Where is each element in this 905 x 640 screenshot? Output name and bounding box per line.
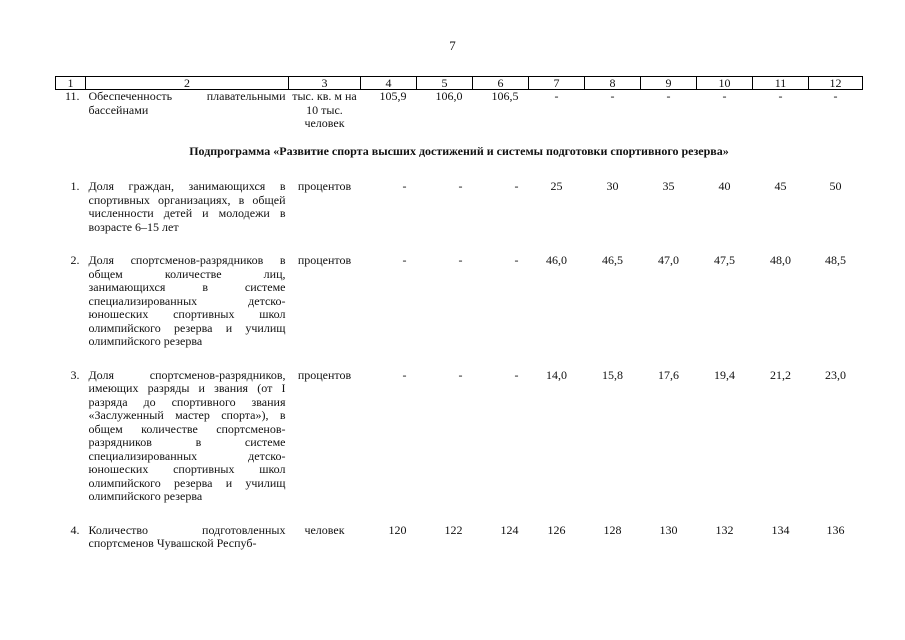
value-cell: 48,5 bbox=[825, 253, 846, 267]
value-cell: 25 bbox=[550, 179, 563, 193]
indicators-table bbox=[55, 76, 863, 551]
value-cell: - bbox=[458, 179, 463, 193]
value-cell: - bbox=[402, 179, 407, 193]
indicator-unit: процентов bbox=[297, 367, 352, 382]
indicator-unit: процентов bbox=[297, 179, 352, 193]
value-cell: 19,4 bbox=[714, 367, 735, 382]
value-cell: 14,0 bbox=[546, 367, 567, 382]
value-cell: 47,0 bbox=[658, 253, 679, 267]
value-cell: 17,6 bbox=[658, 367, 679, 382]
value-cell: 106,0 bbox=[435, 89, 463, 103]
value-cell: - bbox=[778, 89, 783, 103]
value-cell: 15,8 bbox=[602, 367, 623, 382]
value-cell: 35 bbox=[662, 179, 675, 193]
value-cell: 21,2 bbox=[770, 367, 791, 382]
header-cell: 10 bbox=[697, 77, 753, 90]
indicator-name: Доля спортсменов-разрядников, имеющих разряды и звания (от I разряда до спортивного звания «Заслуженный мастер спорта»), в общем количестве спортсменов-разрядников в системе специализированных детско-юношеских спортивных школ олимпийского резерва и училищ олимпийского резерва bbox=[88, 367, 286, 503]
value-cell: 120 bbox=[388, 522, 407, 537]
page-number: 7 bbox=[449, 38, 456, 53]
value-cell: 126 bbox=[547, 522, 566, 537]
value-cell: - bbox=[402, 253, 407, 267]
value-cell: 134 bbox=[771, 522, 790, 537]
value-cell: 132 bbox=[715, 522, 734, 537]
header-cell: 7 bbox=[529, 77, 585, 90]
value-cell: - bbox=[833, 89, 838, 103]
value-cell: 128 bbox=[603, 522, 622, 537]
value-cell: - bbox=[610, 89, 615, 103]
value-cell: - bbox=[666, 89, 671, 103]
header-cell: 9 bbox=[641, 77, 697, 90]
row-number: 4. bbox=[70, 522, 80, 537]
row-number: 11. bbox=[64, 89, 80, 103]
value-cell: 45 bbox=[774, 179, 787, 193]
header-cell: 4 bbox=[361, 77, 417, 90]
header-cell: 5 bbox=[417, 77, 473, 90]
subprogram-row bbox=[56, 131, 863, 181]
value-cell: 50 bbox=[829, 179, 842, 193]
header-cell: 11 bbox=[753, 77, 809, 90]
row-number: 2. bbox=[70, 253, 80, 267]
header-cell: 6 bbox=[473, 77, 529, 90]
header-cell: 8 bbox=[585, 77, 641, 90]
header-row bbox=[56, 77, 863, 90]
subprogram-title: Подпрограмма «Развитие спорта высших достижений и системы подготовки спортивного резерва» bbox=[189, 143, 729, 158]
indicator-unit: процентов bbox=[297, 253, 352, 267]
header-cell: 3 bbox=[289, 77, 361, 90]
header-cell: 1 bbox=[56, 77, 86, 90]
row-number: 3. bbox=[70, 367, 80, 382]
header-cell: 12 bbox=[809, 77, 863, 90]
value-cell: 23,0 bbox=[825, 367, 846, 382]
value-cell: 46,5 bbox=[602, 253, 623, 267]
value-cell: 130 bbox=[659, 522, 678, 537]
value-cell: - bbox=[514, 367, 519, 382]
value-cell: 48,0 bbox=[770, 253, 791, 267]
value-cell: - bbox=[402, 367, 407, 382]
value-cell: 122 bbox=[444, 522, 463, 537]
value-cell: 105,9 bbox=[379, 89, 407, 103]
table-row bbox=[56, 524, 863, 551]
indicator-unit: человек bbox=[304, 522, 345, 537]
value-cell: - bbox=[458, 367, 463, 382]
table-row bbox=[56, 90, 863, 131]
row-number: 1. bbox=[70, 179, 80, 193]
indicator-name: Количество подготовленных спортсменов Чувашской Респуб- bbox=[88, 522, 286, 550]
value-cell: 106,5 bbox=[491, 89, 519, 103]
table-row bbox=[56, 254, 863, 369]
value-cell: 124 bbox=[500, 522, 519, 537]
value-cell: 46,0 bbox=[546, 253, 567, 267]
value-cell: 40 bbox=[718, 179, 731, 193]
indicator-name: Доля спортсменов-разрядников в общем количестве лиц, занимающихся в системе специализированных детско-юношеских спортивных школ олимпийского резерва и училищ олимпийского резерва bbox=[88, 253, 286, 348]
value-cell: - bbox=[514, 179, 519, 193]
value-cell: - bbox=[514, 253, 519, 267]
value-cell: - bbox=[458, 253, 463, 267]
value-cell: 47,5 bbox=[714, 253, 735, 267]
value-cell: - bbox=[554, 89, 559, 103]
value-cell: 30 bbox=[606, 179, 619, 193]
indicator-name: Доля граждан, занимающихся в спортивных организациях, в общей численности детей и молодежи в возрасте 6–15 лет bbox=[88, 179, 286, 234]
indicator-name: Обеспеченность плавательными бассейнами bbox=[88, 89, 286, 117]
value-cell: 136 bbox=[826, 522, 845, 537]
value-cell: - bbox=[722, 89, 727, 103]
header-cell: 2 bbox=[86, 77, 289, 90]
indicator-unit: тыс. кв. м на 10 тыс. человек bbox=[292, 89, 357, 130]
table-row bbox=[56, 180, 863, 254]
table-row bbox=[56, 369, 863, 524]
